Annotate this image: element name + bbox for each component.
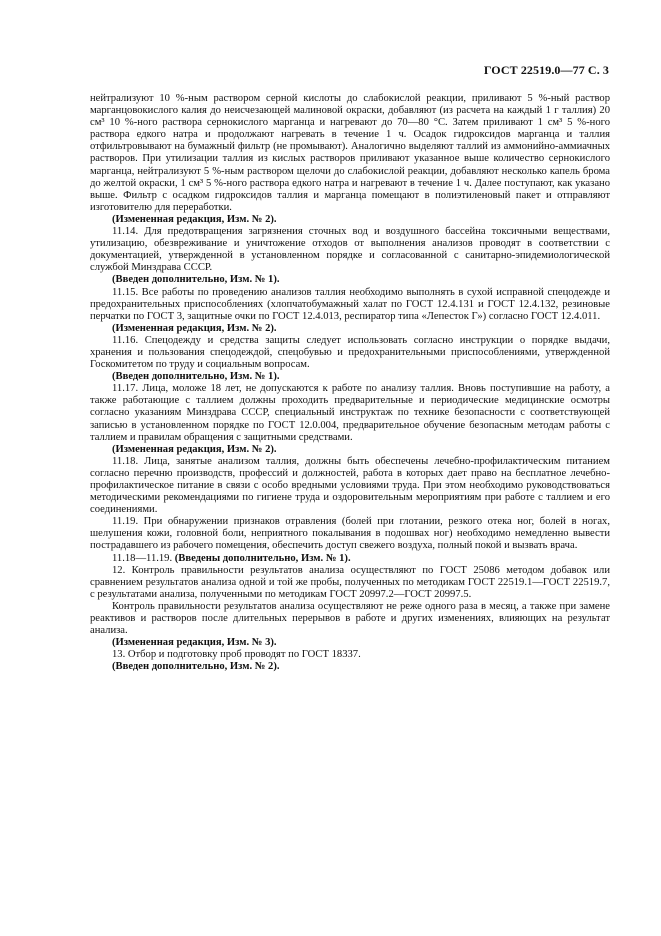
paragraph: 12. Контроль правильности результатов анализа осуществляют по ГОСТ 25086 методом добавок или сравнением результатов анализа одной и той же пробы, полученных по методикам ГОСТ 22519.1—ГОСТ 22519.7, с результатами анализа, полученными по методикам ГОСТ 20997.2—ГОСТ 20997.5.	[90, 564, 610, 600]
paragraph: 11.14. Для предотвращения загрязнения сточных вод и воздушного бассейна токсичными веществами, утилизацию, обезвреживание и уничтожение отходов от выполнения анализов проводят в соответствии с документацией, утвержденной в установленном порядке и согласованной с санитарно-эпидемиологической службой Минздрава СССР.	[90, 226, 610, 274]
paragraph-mixed	[90, 553, 610, 565]
amendment-note: (Измененная редакция, Изм. № 2).	[112, 213, 277, 225]
paragraph: 13. Отбор и подготовку проб проводят по ГОСТ 18337.	[112, 649, 361, 661]
paragraph: 11.16. Спецодежду и средства защиты следует использовать согласно инструкции о порядке выдачи, хранения и пользования спецодеждой, спецобувью и предохранительными приспособлениями, утвержденной Госкомитетом по труду и социальным вопросам.	[90, 334, 610, 371]
amendment-note: (Введен дополнительно, Изм. № 1).	[112, 274, 280, 286]
paragraph: Контроль правильности результатов анализа осуществляют не реже одного раза в месяц, а также при замене реактивов и растворов после длительных перерывов в работе и других изменениях, влияющих на результат анализа.	[90, 600, 610, 637]
amendment-note: (Введен дополнительно, Изм. № 2).	[112, 661, 280, 673]
amendment-note-inline: (Введены дополнительно, Изм. № 1).	[174, 552, 351, 564]
amendment-note: (Измененная редакция, Изм. № 2).	[112, 322, 277, 334]
paragraph: 11.17. Лица, моложе 18 лет, не допускаются к работе по анализу таллия. Вновь поступившие на работу, а также работающие с таллием должны проходить предварительные и периодические медицинские осмотры согласно указаниям Минздрава СССР, специальный инструктаж по технике безопасности с соответствующей записью в установленном порядке по ГОСТ 12.0.004, предварительное обучение безопасным методам работы с таллием и правилам обращения с защитными средствами.	[90, 383, 610, 443]
page-header: ГОСТ 22519.0—77 С. 3	[483, 63, 609, 77]
paragraph: 11.19. При обнаружении признаков отравления (болей при глотании, резкого отека ног, болей в ногах, шелушения кожи, головной боли, неприятного покалывания в подошвах ног) необходимо немедленно вывести пострадавшего из рабочего помещения, обеспечить доступ свежего воздуха, полный покой и вызвать врача.	[90, 516, 610, 552]
amendment-note: (Введен дополнительно, Изм. № 1).	[112, 371, 280, 383]
paragraph: нейтрализуют 10 %-ным раствором серной кислоты до слабокислой реакции, приливают 5 %-ный раствор марганцовокислого калия до неисчезающей малиновой окраски, добавляют (из расчета на каждый 1 г таллия) 20 см³ 10 %-ного раствора сернокислого марганца и нагревают до 70—80 °С. Затем приливают 1 см³ 5 %-ного раствора едкого натра и продолжают нагревать в течение 1 ч. Осадок гидроксидов марганца и таллия отфильтровывают на бумажный фильтр (не промывают). Аналогично выделяют таллий из аммонийно-аммиачных растворов. При утилизации таллия из кислых растворов приливают указанное выше количество сернокислого марганца, нейтрализуют 5 %-ным раствором щелочи до слабокислой реакции, добавляют несколько капель брома до желтой окраски, 1 см³ 5 %-ного раствора едкого натра и нагревают в течение 1 ч. Далее поступают, как указано выше. Фильтр с осадком гидроксидов таллия и марганца помещают в полиэтиленовый пакет и отправляют изготовителю для переработки.	[90, 93, 610, 213]
amendment-note: (Измененная редакция, Изм. № 3).	[112, 637, 277, 649]
paragraph: 11.18. Лица, занятые анализом таллия, должны быть обеспечены лечебно-профилактическим питанием согласно перечню производств, профессий и должностей, работа в которых дает право на бесплатное лечебно-профилактическое питание в связи с особо вредными условиями труда. При этом необходимо руководствоваться методическими рекомендациями по гигиене труда и оздоровительным мероприятиям при работе с таллием и его соединениями.	[90, 455, 610, 516]
paragraph: 11.15. Все работы по проведению анализов таллия необходимо выполнять в сухой исправной спецодежде и предохранительных приспособлениях (хлопчатобумажный халат по ГОСТ 12.4.131 и ГОСТ 12.4.132, резиновые перчатки по ГОСТ 3, защитные очки по ГОСТ 12.4.013, респиратор типа «Лепесток Г») согласно ГОСТ 12.4.011.	[90, 286, 610, 322]
clause-range: 11.18—11.19.	[112, 552, 175, 564]
document-body	[90, 93, 610, 674]
amendment-note: (Измененная редакция, Изм. № 2).	[112, 443, 277, 455]
